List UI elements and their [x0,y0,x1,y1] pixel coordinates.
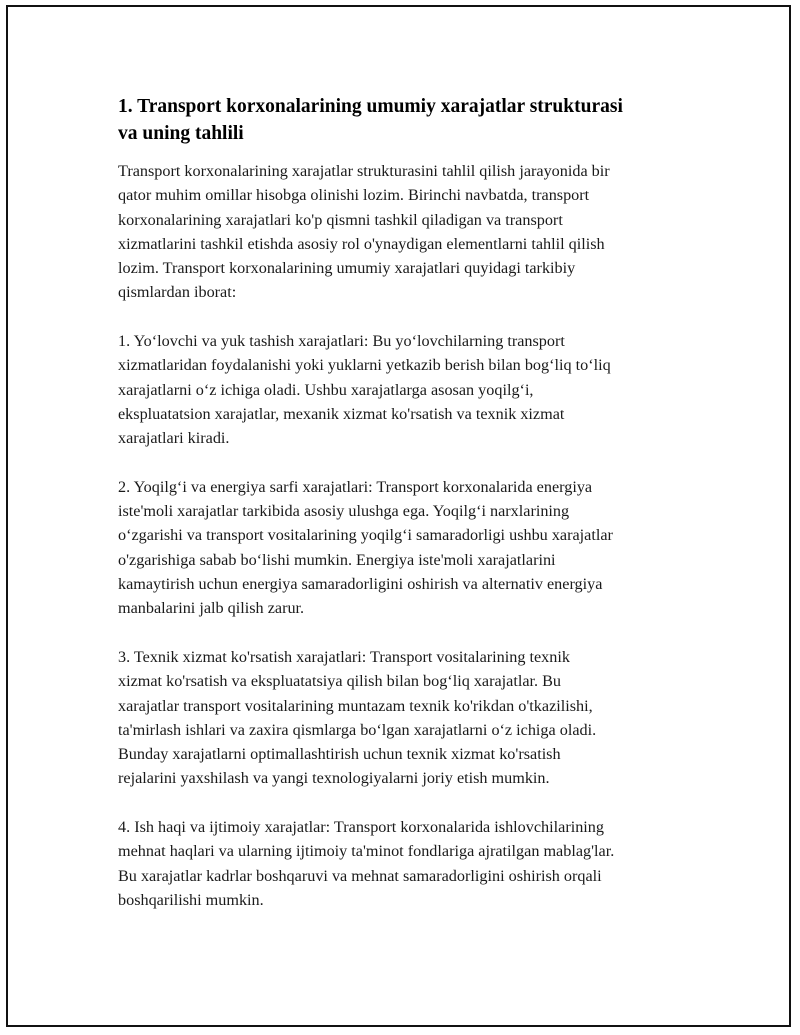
text-line: xizmatlaridan foydalanishi yoki yuklarni yetkazib berish bilan bog‘liq to‘liq [118,356,611,375]
text-line: mehnat haqlari va ularning ijtimoiy ta'minot fondlariga ajratilgan mablag'lar. [118,842,615,861]
text-line: qismlardan iborat: [118,283,237,302]
text-line: qator muhim omillar hisobga olinishi lozim. Birinchi navbatda, transport [118,186,590,205]
text-line: xarajatlari kiradi. [118,429,230,448]
intro-paragraph [118,159,690,305]
text-line: korxonalarining xarajatlari ko'p qismni tashkil qiladigan va transport [118,210,563,229]
text-line: manbalarini jalb qilish zarur. [118,599,305,618]
list-item-paragraph-1 [118,329,690,450]
text-line: Transport korxonalarining xarajatlar strukturasini tahlil qilish jarayonida bir [118,162,610,180]
title-line: 1. Transport korxonalarining umumiy xarajatlar strukturasi [118,96,623,117]
text-line: ekspluatatsion xarajatlar, mexanik xizmat ko'rsatish va texnik xizmat [118,404,565,423]
text-line: iste'moli xarajatlar tarkibida asosiy ulushga ega. Yoqilg‘i narxlarining [118,502,570,521]
text-line: xizmatlarini tashkil etishda asosiy rol o'ynaydigan elementlarni tahlil qilish [118,234,605,253]
text-line: lozim. Transport korxonalarining umumiy xarajatlari quyidagi tarkibiy [118,259,576,278]
list-item-paragraph-3 [118,645,690,791]
text-line: rejalarini yaxshilash va yangi texnologiyalarni joriy etish mumkin. [118,769,550,788]
text-line: ta'mirlash ishlari va zaxira qismlarga bo‘lgan xarajatlarni o‘z ichiga oladi. [118,720,597,739]
text-line: 3. Texnik xizmat ko'rsatish xarajatlari: Transport vositalarining texnik [118,647,570,666]
text-line: kamaytirish uchun energiya samaradorligini oshirish va alternativ energiya [118,575,603,594]
text-line: 2. Yoqilg‘i va energiya sarfi xarajatlari: Transport korxonalarida energiya [118,477,593,496]
list-item-paragraph-2 [118,475,690,621]
text-line: 4. Ish haqi va ijtimoiy xarajatlar: Transport korxonalarida ishlovchilarining [118,818,604,837]
list-item-paragraph-4 [118,815,690,912]
text-line: 1. Yo‘lovchi va yuk tashish xarajatlari: Bu yo‘lovchilarning transport [118,332,565,351]
text-line: o‘zgarishi va transport vositalarining yoqilg‘i samaradorligi ushbu xarajatlar [118,526,613,545]
text-line: o'zgarishiga sabab bo‘lishi mumkin. Energiya iste'moli xarajatlarini [118,550,556,569]
text-line: Bu xarajatlar kadrlar boshqaruvi va mehnat samaradorligini oshirish orqali [118,866,602,885]
title-line: va uning tahlili [118,123,244,144]
section-title [118,93,690,147]
text-line: xarajatlarni o‘z ichiga oladi. Ushbu xarajatlarga asosan yoqilg‘i, [118,380,534,399]
text-line: xarajatlar transport vositalarining muntazam texnik ko'rikdan o'tkazilishi, [118,696,593,715]
text-line: Bunday xarajatlarni optimallashtirish uchun texnik xizmat ko'rsatish [118,745,561,764]
text-line: xizmat ko'rsatish va ekspluatatsiya qilish bilan bog‘liq xarajatlar. Bu [118,672,562,691]
text-line: boshqarilishi mumkin. [118,890,264,909]
document-body [118,93,690,937]
